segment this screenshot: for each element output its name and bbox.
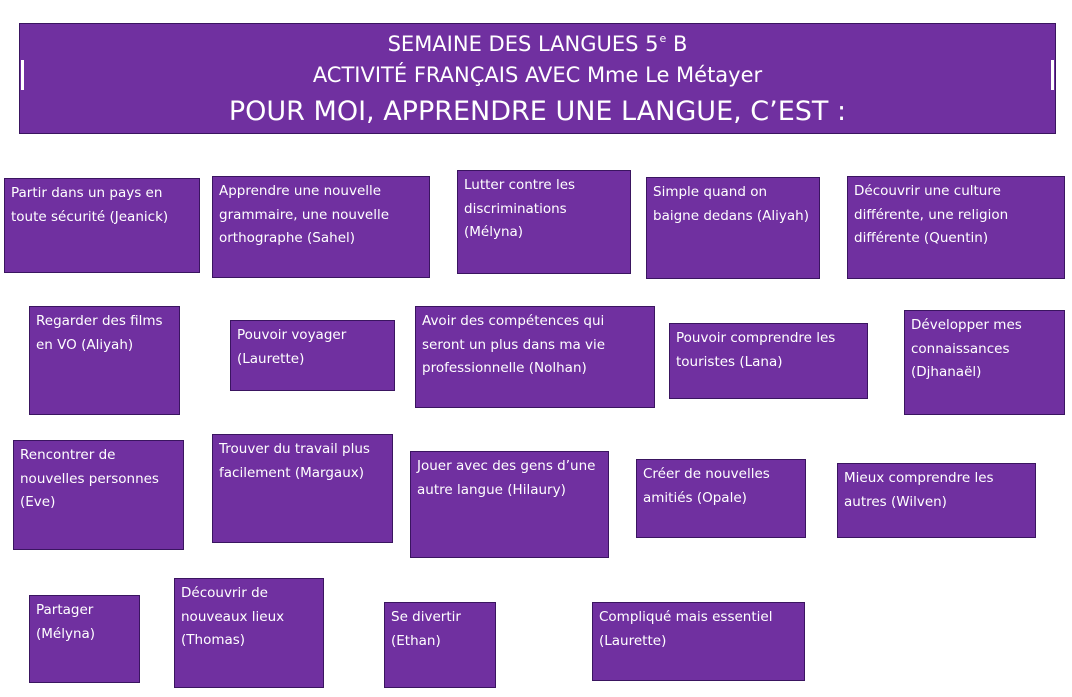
answer-card: Développer mes connaissances (Djhanaël) (904, 310, 1065, 415)
answer-card: Apprendre une nouvelle grammaire, une nouvelle orthographe (Sahel) (212, 176, 430, 278)
title-banner (19, 23, 1056, 134)
answer-card: Découvrir une culture différente, une religion différente (Quentin) (847, 176, 1065, 279)
banner-line-question: POUR MOI, APPRENDRE UNE LANGUE, C’EST : (228, 96, 847, 127)
answer-card: Pouvoir comprendre les touristes (Lana) (669, 323, 868, 399)
answer-card: Trouver du travail plus facilement (Margaux) (212, 434, 393, 543)
answer-card: Jouer avec des gens d’une autre langue (Hilaury) (410, 451, 609, 558)
answer-card: Partir dans un pays en toute sécurité (Jeanick) (4, 178, 200, 273)
banner-line-event (20, 32, 1055, 56)
event-title: SEMAINE DES LANGUES 5 (387, 32, 659, 56)
answer-card: Regarder des films en VO (Aliyah) (29, 306, 180, 415)
banner-line-activity: ACTIVITÉ FRANÇAIS AVEC Mme Le Métayer (312, 63, 763, 87)
answer-card: Avoir des compétences qui seront un plus dans ma vie professionnelle (Nolhan) (415, 306, 655, 408)
banner-right-marker (1051, 60, 1054, 90)
answer-card: Rencontrer de nouvelles personnes (Eve) (13, 440, 184, 550)
banner-left-marker (21, 60, 24, 90)
answer-card: Pouvoir voyager (Laurette) (230, 320, 395, 391)
answer-card: Découvrir de nouveaux lieux (Thomas) (174, 578, 324, 688)
answer-card: Partager (Mélyna) (29, 595, 140, 683)
answer-card: Mieux comprendre les autres (Wilven) (837, 463, 1036, 538)
answer-card: Créer de nouvelles amitiés (Opale) (636, 459, 806, 538)
answer-card: Lutter contre les discriminations (Mélyna) (457, 170, 631, 274)
answer-card: Se divertir (Ethan) (384, 602, 496, 688)
answer-card: Compliqué mais essentiel (Laurette) (592, 602, 805, 681)
answer-card: Simple quand on baigne dedans (Aliyah) (646, 177, 820, 279)
grade-superscript: e (659, 32, 667, 45)
class-letter: B (666, 32, 688, 56)
